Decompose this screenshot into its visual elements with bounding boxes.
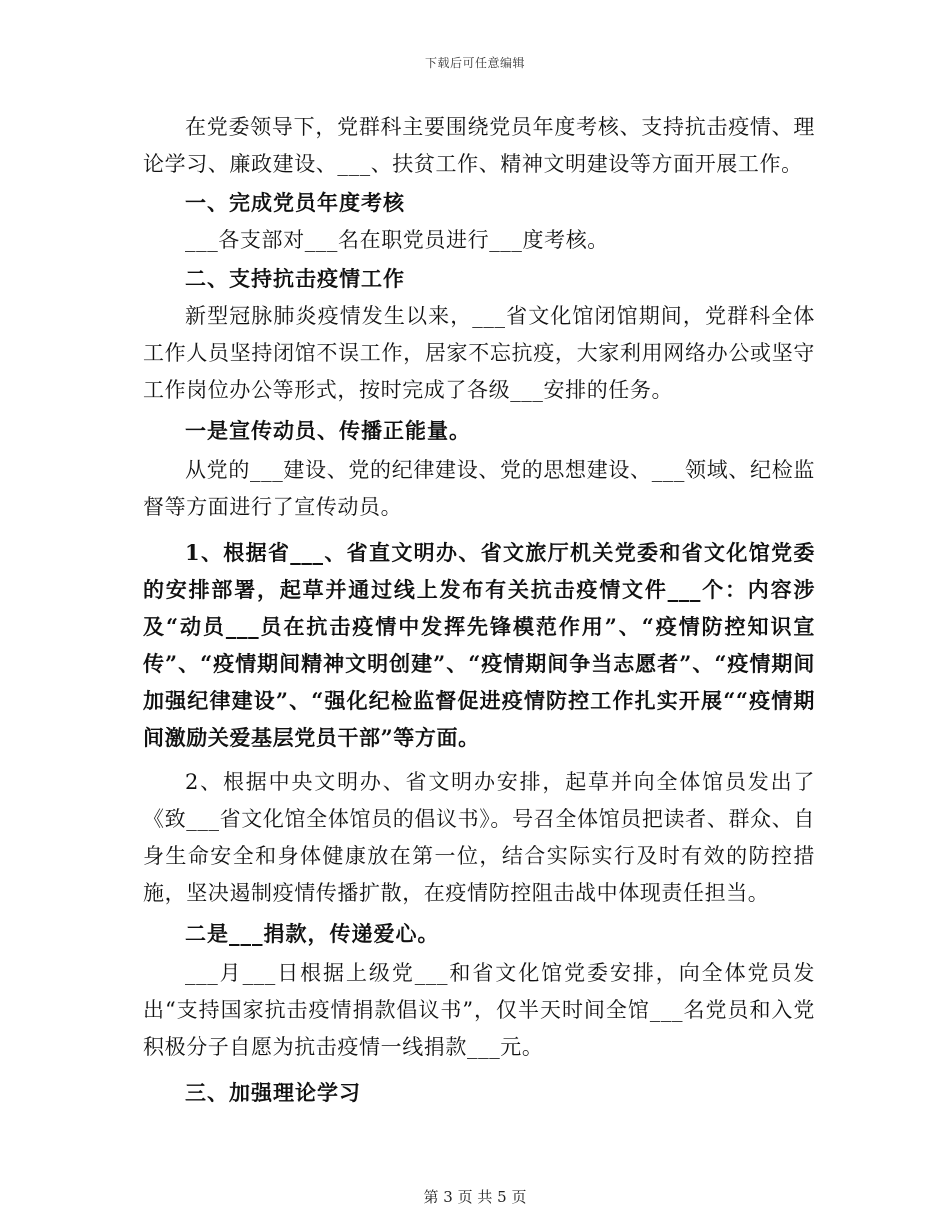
page-footer-number: 第 3 页 共 5 页 bbox=[423, 1188, 527, 1206]
paragraph-donation: ___月___日根据上级党___和省文化馆党委安排，向全体党员发出“支持国家抗击疫情捐款倡议书”，仅半天时间全馆___名党员和入党积极分子自愿为抗击疫情一线捐款___元。 bbox=[143, 961, 815, 1059]
section-heading-3: 三、加强理论学习 bbox=[185, 1080, 361, 1105]
paragraph-epidemic: 新型冠脉肺炎疫情发生以来，___省文化馆闭馆期间，党群科全体工作人员坚持闭馆不误工作，居家不忘抗疫，大家利用网络办公或坚守工作岗位办公等形式，按时完成了各级___安排的任务。 bbox=[143, 304, 815, 402]
paragraph-publicity: 从党的___建设、党的纪律建设、党的思想建设、___领域、纪检监督等方面进行了宣传动员。 bbox=[143, 458, 815, 519]
paragraph-assessment: ___各支部对___名在职党员进行___度考核。 bbox=[185, 228, 609, 252]
subheading-publicity: 一是宣传动员、传播正能量。 bbox=[185, 418, 471, 443]
section-heading-1: 一、完成党员年度考核 bbox=[185, 190, 405, 215]
paragraph-item-2: 2、根据中央文明办、省文明办安排，起草并向全体馆员发出了《致___省文化馆全体馆员的倡议书》。号召全体馆员把读者、群众、自身生命安全和身体健康放在第一位，结合实际实行及时有效的防控措施，坚决遏制疫情传播扩散，在疫情防控阻击战中体现责任担当。 bbox=[143, 770, 815, 905]
section-heading-2: 二、支持抗击疫情工作 bbox=[185, 266, 405, 291]
paragraph-intro: 在党委领导下，党群科主要围绕党员年度考核、支持抗击疫情、理论学习、廉政建设、___、扶贫工作、精神文明建设等方面开展工作。 bbox=[143, 115, 815, 176]
subheading-donation: 二是___捐款，传递爱心。 bbox=[185, 921, 440, 946]
page-header-note: 下载后可任意编辑 bbox=[424, 56, 525, 70]
document-body bbox=[143, 108, 815, 1111]
paragraph-item-1: 1、根据省___、省直文明办、省文旅厅机关党委和省文化馆党委的安排部署，起草并通过线上发布有关抗击疫情文件___个：内容涉及“动员___员在抗击疫情中发挥先锋模范作用”、“疫情防控知识宣传”、“疫情期间精神文明创建”、“疫情期间争当志愿者”、“疫情期间加强纪律建设”、“强化纪检监督促进疫情防控工作扎实开展““疫情期间激励关爱基层党员干部”等方面。 bbox=[143, 540, 815, 750]
